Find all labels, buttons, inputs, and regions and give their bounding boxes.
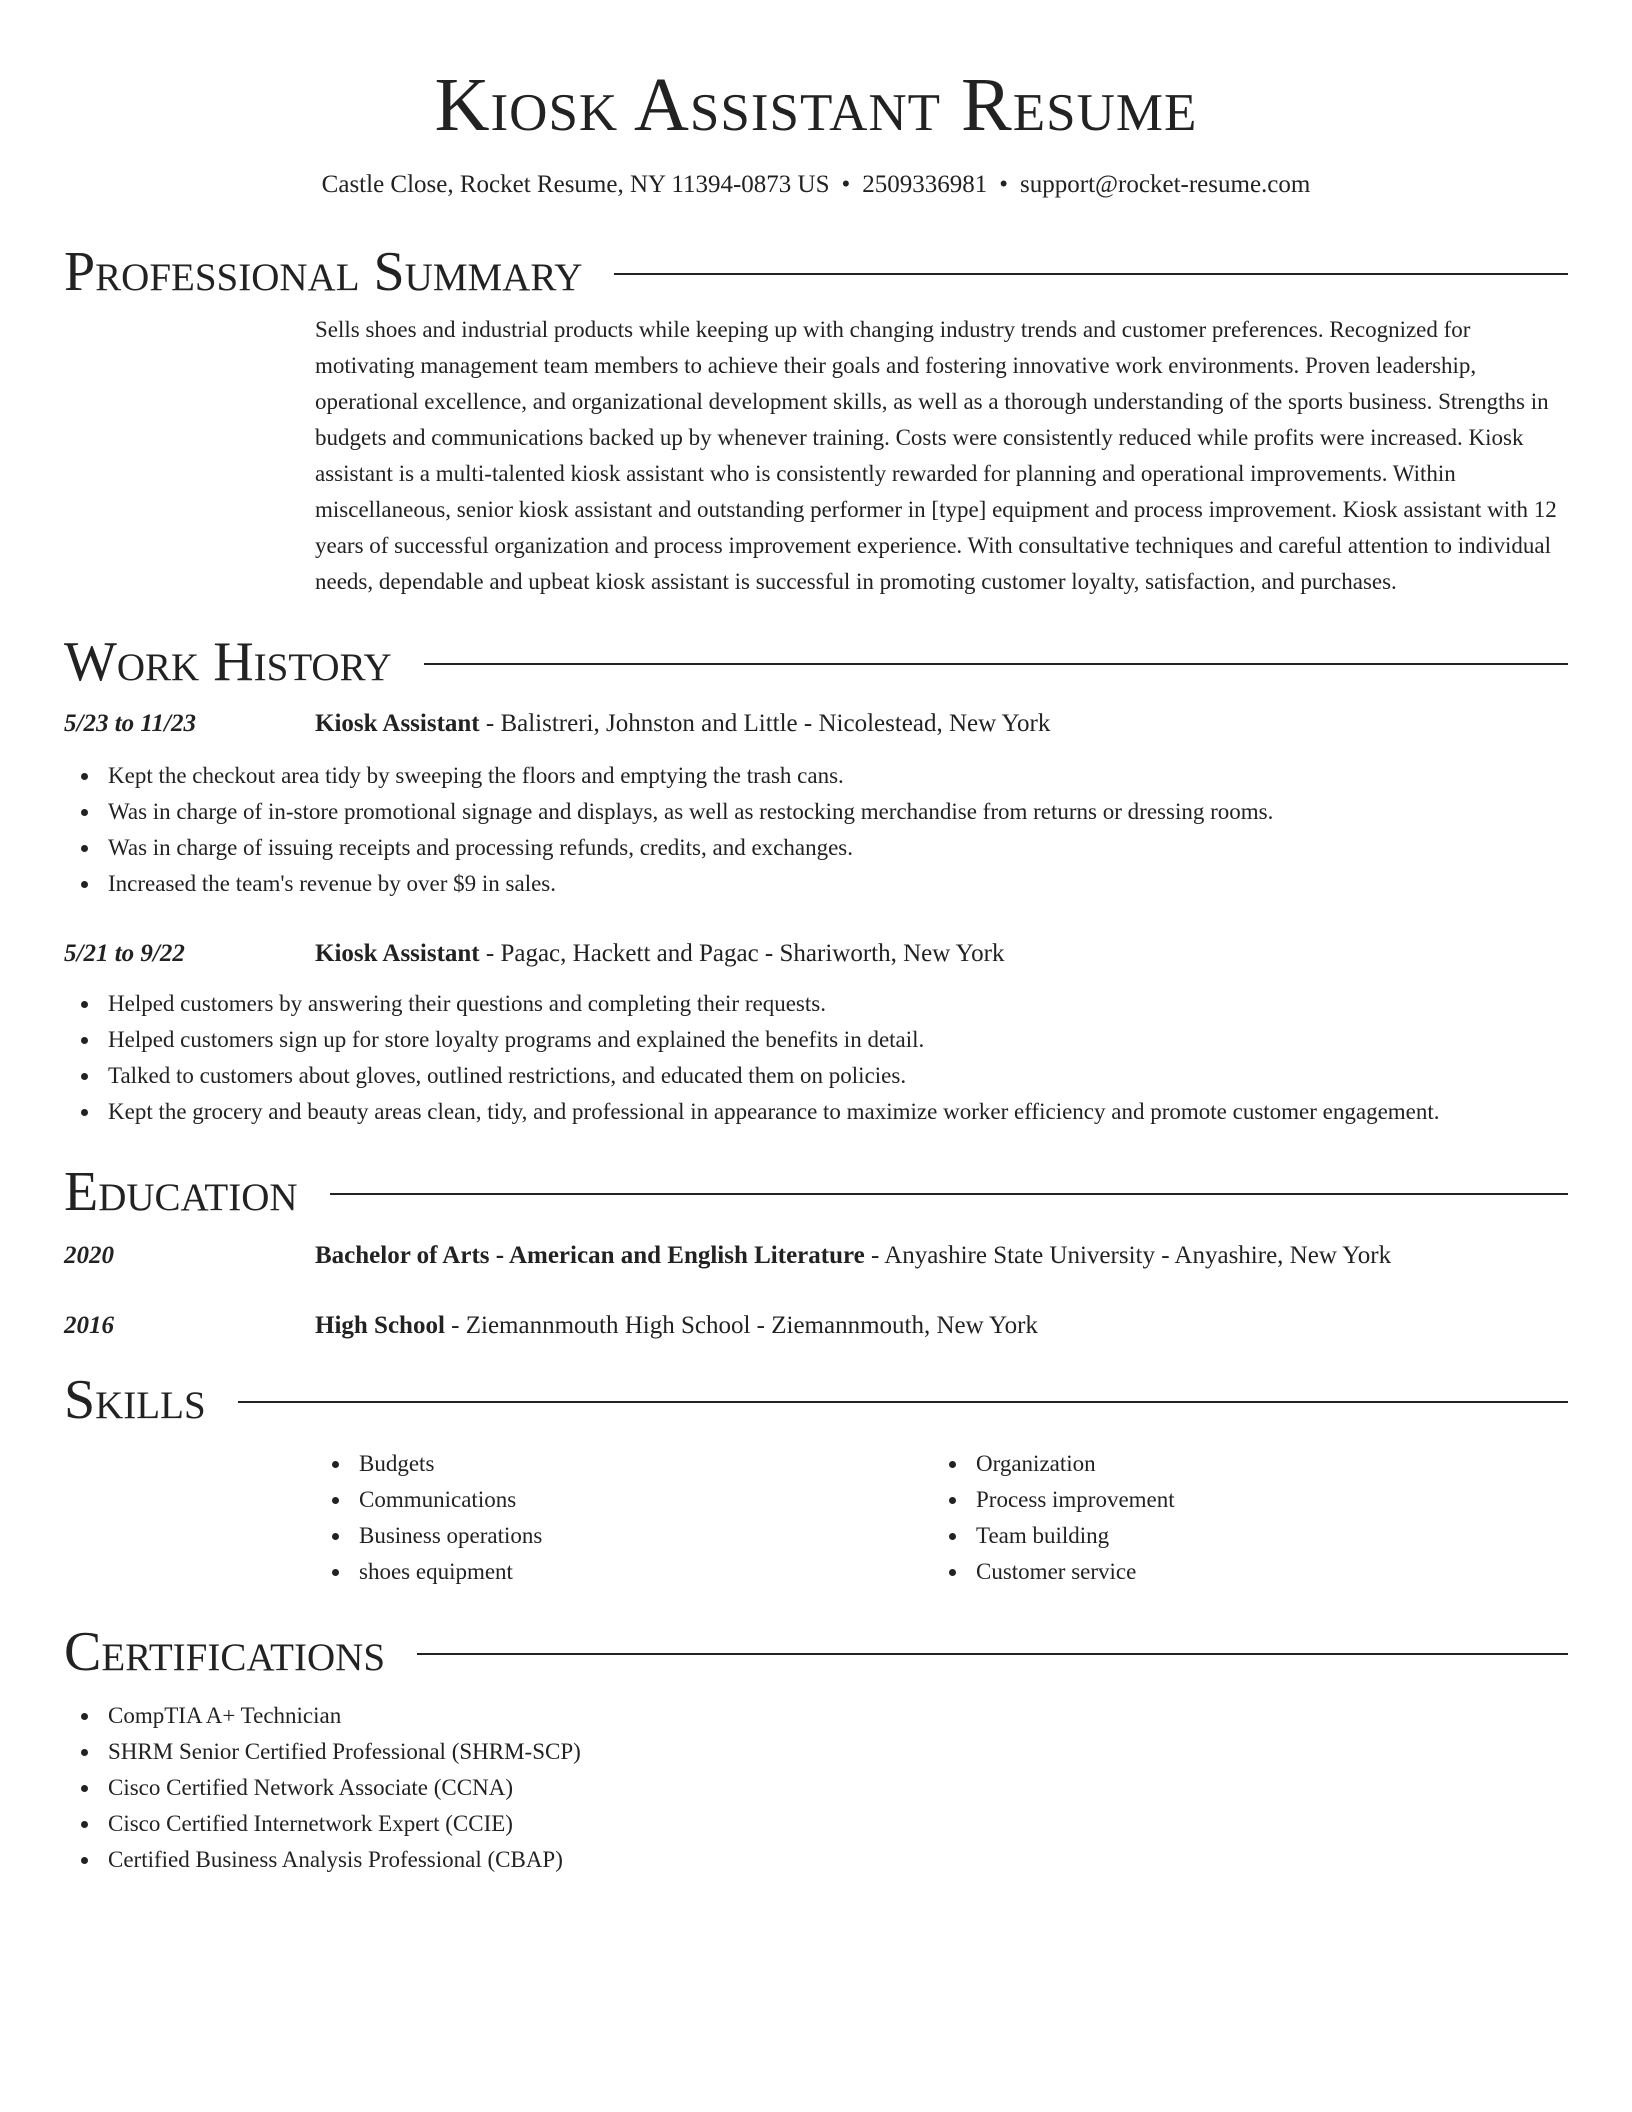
job-info: [315, 706, 1050, 742]
job-bullets: [64, 758, 1568, 902]
education-year: 2020: [64, 1242, 114, 1269]
section-divider: [330, 1193, 1568, 1195]
bullet-icon: [81, 1857, 88, 1864]
list-item-text: Was in charge of in-store promotional signage and displays, as well as restocking merchandise from returns or dressing rooms.: [108, 799, 1274, 824]
list-item: [315, 1446, 932, 1482]
list-item: [64, 1058, 1568, 1094]
contact-email: support@rocket-resume.com: [1020, 171, 1311, 198]
skill-item: Communications: [359, 1487, 517, 1512]
bullet-icon: [332, 1497, 339, 1504]
list-item: [932, 1518, 1549, 1554]
bullet-icon: [81, 881, 88, 888]
contact-separator: •: [841, 171, 851, 198]
bullet-icon: [949, 1533, 956, 1540]
bullet-icon: [81, 1073, 88, 1080]
education-entry: [64, 1308, 1568, 1344]
list-item-text: Was in charge of issuing receipts and processing refunds, credits, and exchanges.: [108, 835, 853, 860]
section-header-work-history: [64, 630, 1568, 694]
contact-separator: •: [999, 171, 1009, 198]
education-entry: [64, 1238, 1568, 1274]
certifications-list: [64, 1698, 1568, 1878]
skill-item: shoes equipment: [359, 1559, 513, 1584]
list-item-text: Increased the team's revenue by over $9 in sales.: [108, 871, 556, 896]
section-header-summary: [64, 240, 1568, 304]
skills-column-right: [932, 1446, 1549, 1590]
certification-item: SHRM Senior Certified Professional (SHRM-SCP): [108, 1739, 581, 1764]
education-degree: Bachelor of Arts - American and English Literature: [315, 1242, 865, 1269]
list-item: [64, 830, 1568, 866]
education-year: 2016: [64, 1312, 114, 1339]
skill-item: Process improvement: [976, 1487, 1175, 1512]
skill-item: Team building: [976, 1523, 1110, 1548]
education-details: - Anyashire State University - Anyashire, New York: [864, 1242, 1392, 1269]
list-item: [64, 1094, 1568, 1130]
bullet-icon: [81, 1821, 88, 1828]
job-header: [64, 706, 1568, 742]
job-header: [64, 936, 1568, 972]
list-item: [315, 1554, 932, 1590]
job-title: Kiosk Assistant: [315, 940, 480, 967]
job-entry: [64, 706, 1568, 902]
list-item: [64, 866, 1568, 902]
list-item: [64, 1734, 1568, 1770]
section-divider: [238, 1401, 1568, 1403]
list-item: [64, 1022, 1568, 1058]
list-item: [315, 1482, 932, 1518]
list-item: [932, 1446, 1549, 1482]
bullet-icon: [81, 1109, 88, 1116]
section-divider: [424, 663, 1568, 665]
list-item: [64, 758, 1568, 794]
skill-item: Customer service: [976, 1559, 1137, 1584]
bullet-icon: [949, 1461, 956, 1468]
list-item: [932, 1554, 1549, 1590]
section-divider: [614, 273, 1568, 275]
bullet-icon: [81, 773, 88, 780]
bullet-icon: [81, 1713, 88, 1720]
bullet-icon: [949, 1569, 956, 1576]
list-item: [932, 1482, 1549, 1518]
section-title-education: Education: [64, 1161, 298, 1223]
list-item-text: Helped customers sign up for store loyalty programs and explained the benefits in detail.: [108, 1027, 925, 1052]
certification-item: CompTIA A+ Technician: [108, 1703, 342, 1728]
bullet-icon: [81, 809, 88, 816]
bullet-icon: [332, 1533, 339, 1540]
list-item: [64, 1842, 1568, 1878]
job-info: [315, 936, 1005, 972]
bullet-icon: [81, 1001, 88, 1008]
resume-title: Kiosk Assistant Resume: [434, 63, 1198, 147]
section-title-skills: Skills: [64, 1369, 206, 1431]
list-item-text: Talked to customers about gloves, outlined restrictions, and educated them on policies.: [108, 1063, 907, 1088]
job-title: Kiosk Assistant: [315, 710, 480, 737]
section-title-certifications: Certifications: [64, 1621, 386, 1683]
education-info: [315, 1308, 1038, 1344]
section-title-work-history: Work History: [64, 631, 392, 693]
list-item: [315, 1518, 932, 1554]
list-item-text: Kept the checkout area tidy by sweeping the floors and emptying the trash cans.: [108, 763, 844, 788]
skill-item: Organization: [976, 1451, 1096, 1476]
contact-phone: 2509336981: [862, 171, 988, 198]
section-divider: [417, 1653, 1568, 1655]
job-bullets: [64, 986, 1568, 1130]
list-item: [64, 1770, 1568, 1806]
bullet-icon: [81, 1749, 88, 1756]
list-item: [64, 1806, 1568, 1842]
job-dates: 5/21 to 9/22: [64, 940, 185, 967]
skill-item: Business operations: [359, 1523, 543, 1548]
bullet-icon: [81, 1037, 88, 1044]
list-item-text: Kept the grocery and beauty areas clean, tidy, and professional in appearance to maximize worker efficiency and promote customer engagement.: [108, 1099, 1440, 1124]
skill-item: Budgets: [359, 1451, 435, 1476]
job-details: - Pagac, Hackett and Pagac - Shariworth, New York: [479, 940, 1005, 967]
job-details: - Balistreri, Johnston and Little - Nicolestead, New York: [479, 710, 1051, 737]
resume-page: [64, 0, 1568, 1878]
education-details: - Ziemannmouth High School - Ziemannmouth, New York: [444, 1312, 1038, 1339]
bullet-icon: [332, 1569, 339, 1576]
skills-list: [315, 1446, 1568, 1590]
contact-address: Castle Close, Rocket Resume, NY 11394-0873 US: [321, 171, 830, 198]
skills-column-left: [315, 1446, 932, 1590]
list-item: [64, 1698, 1568, 1734]
contact-line: [64, 168, 1568, 202]
section-header-skills: [64, 1368, 1568, 1432]
education-info: [315, 1238, 1391, 1274]
list-item-text: Helped customers by answering their questions and completing their requests.: [108, 991, 826, 1016]
education-degree: High School: [315, 1312, 445, 1339]
section-header-certifications: [64, 1620, 1568, 1684]
certification-item: Certified Business Analysis Professional (CBAP): [108, 1847, 563, 1872]
section-title-summary: Professional Summary: [64, 241, 583, 303]
list-item: [64, 794, 1568, 830]
certification-item: Cisco Certified Network Associate (CCNA): [108, 1775, 513, 1800]
job-entry: [64, 936, 1568, 1130]
job-dates: 5/23 to 11/23: [64, 710, 196, 737]
bullet-icon: [949, 1497, 956, 1504]
list-item: [64, 986, 1568, 1022]
section-header-education: [64, 1160, 1568, 1224]
bullet-icon: [332, 1461, 339, 1468]
summary-text: Sells shoes and industrial products while keeping up with changing industry trends and customer preferences. Recognized for motivating management team members to achieve their goals and fostering innovative work environments. Proven leadership, operational excellence, and organizational development skills, as well as a thorough understanding of the sports business. Strengths in budgets and communications backed up by whenever training. Costs were consistently reduced while profits were increased. Kiosk assistant is a multi-talented kiosk assistant who is consistently rewarded for planning and operational improvements. Within miscellaneous, senior kiosk assistant and outstanding performer in [type] equipment and process improvement. Kiosk assistant with 12 years of successful organization and process improvement experience. With consultative techniques and careful attention to individual needs, dependable and upbeat kiosk assistant is successful in promoting customer loyalty, satisfaction, and purchases.: [315, 317, 1557, 594]
bullet-icon: [81, 1785, 88, 1792]
certification-item: Cisco Certified Internetwork Expert (CCIE): [108, 1811, 513, 1836]
bullet-icon: [81, 845, 88, 852]
